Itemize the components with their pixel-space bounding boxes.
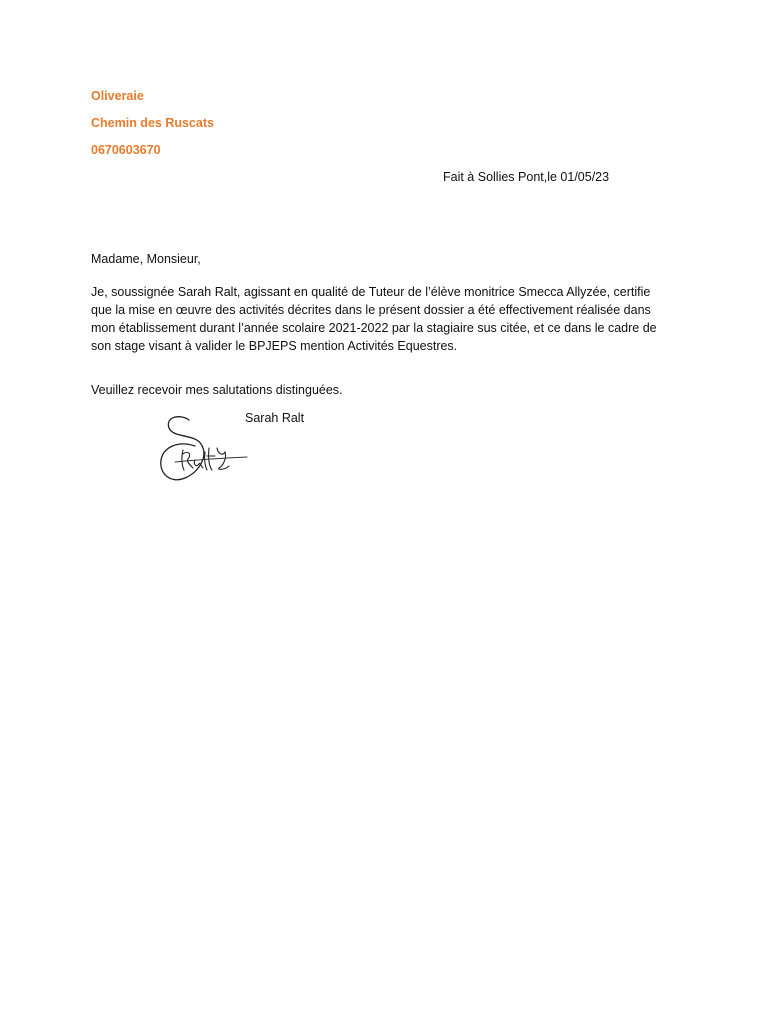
sender-name: Oliveraie bbox=[91, 89, 144, 103]
letter-body bbox=[91, 283, 683, 355]
body-line: Je, soussignée Sarah Ralt, agissant en qualité de Tuteur de l’élève monitrice Smecca Allyzée, certifie bbox=[91, 285, 651, 299]
closing-line: Veuillez recevoir mes salutations distinguées. bbox=[91, 383, 343, 397]
sender-phone: 0670603670 bbox=[91, 143, 161, 157]
signer-name: Sarah Ralt bbox=[245, 411, 305, 425]
sender-address: Chemin des Ruscats bbox=[91, 116, 214, 130]
place-and-date: Fait à Sollies Pont,le 01/05/23 bbox=[443, 170, 610, 184]
body-line: mon établissement durant l’année scolaire 2021-2022 par la stagiaire sus citée, et ce dans le cadre de bbox=[91, 321, 657, 335]
body-line: que la mise en œuvre des activités décrites dans le présent dossier a été effectivement réalisée dans bbox=[91, 303, 651, 317]
body-line: son stage visant à valider le BPJEPS mention Activités Equestres. bbox=[91, 339, 458, 353]
handwritten-signature-icon bbox=[155, 412, 250, 487]
salutation: Madame, Monsieur, bbox=[91, 252, 201, 266]
